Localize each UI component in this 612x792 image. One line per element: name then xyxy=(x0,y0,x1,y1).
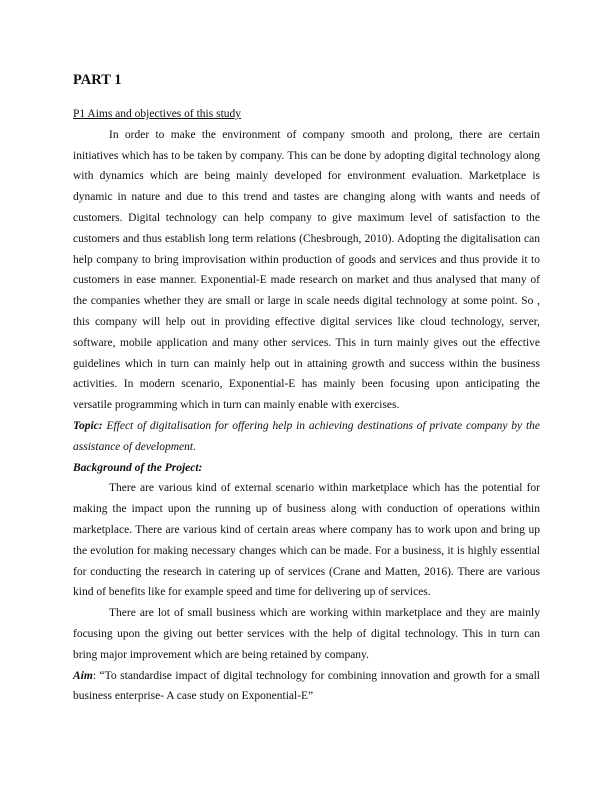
aim-label: Aim xyxy=(73,669,93,682)
topic-text: Effect of digitalisation for offering help in achieving destinations of private company by the assistance of development. xyxy=(73,419,540,453)
aim-text: : “To standardise impact of digital technology for combining innovation and growth for a small business enterprise- A case study on Exponential-E” xyxy=(73,669,540,703)
section-heading: P1 Aims and objectives of this study xyxy=(73,108,242,120)
aim-paragraph xyxy=(73,666,540,708)
topic-paragraph xyxy=(73,416,540,458)
part-heading: PART 1 xyxy=(73,72,122,88)
background-heading: Background of the Project: xyxy=(73,461,203,474)
background-paragraph-1: There are various kind of external scenario within marketplace which has the potential for making the impact upon the running up of business along with conduction of operations within marketplace. There are various kind of certain areas where company has to work upon and bring up the evolution for making necessary changes which can be made. For a business, it is highly essential for conducting the research in catering up of services (Crane and Matten, 2016). There are various kind of benefits like for example speed and time for delivering up of services. xyxy=(73,482,540,599)
intro-paragraph: In order to make the environment of company smooth and prolong, there are certain initiatives which has to be taken by company. This can be done by adopting digital technology along with dynamics which are being mainly developed for environment evaluation. Marketplace is dynamic in nature and due to this trend and tastes are changing along with wants and needs of customers. Digital technology can help company to give maximum level of satisfaction to the customers and thus establish long term relations (Chesbrough, 2010). Adopting the digitalisation can help company to bring improvisation within production of goods and services and thus provide it to customers in ease manner. Exponential-E made research on market and thus analysed that many of the companies whether they are small or large in scale needs digital technology at some point. So , this company will help out in providing effective digital services like cloud technology, server, software, mobile application and many other services. This in turn mainly gives out the effective guidelines which in turn can mainly help out in attaining growth and success within the business activities. In modern scenario, Exponential-E has mainly been focusing upon anticipating the versatile programming which in turn can mainly enable with exercises. xyxy=(73,128,540,412)
background-paragraph-2: There are lot of small business which are working within marketplace and they are mainly focusing upon the giving out better services with the help of digital technology. This in turn can bring major improvement which are being retained by company. xyxy=(73,607,540,661)
topic-label: Topic: xyxy=(73,419,103,432)
page-content xyxy=(73,70,540,707)
